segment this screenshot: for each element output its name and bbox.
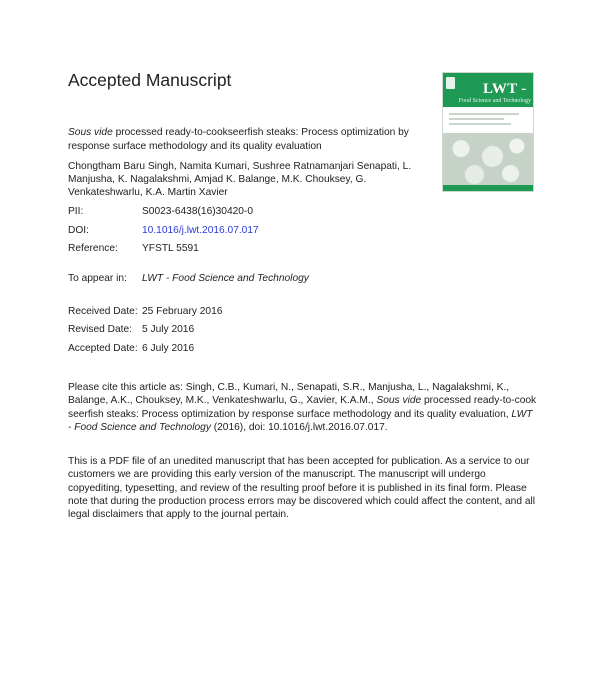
journal-cover-thumbnail — [442, 72, 534, 192]
cover-text-lines — [449, 113, 527, 129]
citation-paragraph — [68, 381, 538, 434]
reference-label: Reference: — [68, 243, 118, 254]
accepted-label: Accepted Date: — [68, 343, 138, 354]
appear-label: To appear in: — [68, 273, 127, 284]
accepted-value: 6 July 2016 — [142, 343, 195, 354]
article-title — [68, 126, 438, 153]
cover-journal-subtitle: Food Science and Technology — [458, 98, 531, 104]
revised-label: Revised Date: — [68, 324, 132, 335]
publisher-logo-icon — [446, 77, 455, 89]
cover-journal-title: LWT - — [483, 81, 527, 97]
title-italic: Sous vide — [68, 127, 113, 138]
doi-link[interactable]: 10.1016/j.lwt.2016.07.017 — [142, 225, 259, 236]
cover-footer-strip — [443, 185, 533, 191]
received-label: Received Date: — [68, 306, 138, 317]
citation-part3: (2016), doi: 10.1016/j.lwt.2016.07.017. — [210, 421, 388, 433]
pii-label: PII: — [68, 206, 84, 217]
pii-value: S0023-6438(16)30420-0 — [142, 206, 254, 217]
revised-value: 5 July 2016 — [142, 324, 195, 335]
cover-photo — [443, 133, 533, 185]
received-value: 25 February 2016 — [142, 306, 223, 317]
disclaimer-paragraph: This is a PDF file of an unedited manuscript that has been accepted for publication. As a service to our customers we are providing this early version of the manuscript. The manuscript will undergo copyediting, typesetting, and review of the resulting proof before it is published in its final form. Please note that during the production process errors may be discovered which could affect the content, and all legal disclaimers that apply to the journal pertain. — [68, 456, 536, 521]
citation-part1: Please cite this article as: Singh, C.B., Kumari, N., Senapati, S.R., Manjusha, L., Nagalakshmi, K., Balange, A.K., Chouksey, M.K., Venkateshwarlu, G., Xavier, K.A.M., — [68, 382, 510, 407]
doi-label: DOI: — [68, 225, 89, 236]
appear-value: LWT - Food Science and Technology — [142, 273, 309, 284]
citation-italic2: LWT - Food Science and Technology — [68, 408, 533, 433]
title-rest: processed ready-to-cookseerfish steaks: Process optimization by response surface methodology and its quality evaluation — [68, 127, 409, 152]
page-heading: Accepted Manuscript — [68, 70, 232, 90]
reference-value: YFSTL 5591 — [142, 243, 199, 254]
citation-part2: processed ready-to-cook seerfish steaks: Process optimization by response surface methodology and its quality evaluation, — [68, 395, 537, 420]
author-list: Chongtham Baru Singh, Namita Kumari, Sushree Ratnamanjari Senapati, L. Manjusha, K. Nagalakshmi, Amjad K. Balange, M.K. Chouksey, G. Venkateshwarlu, K.A. Martin Xavier — [68, 161, 412, 199]
citation-italic1: Sous vide — [376, 395, 422, 407]
